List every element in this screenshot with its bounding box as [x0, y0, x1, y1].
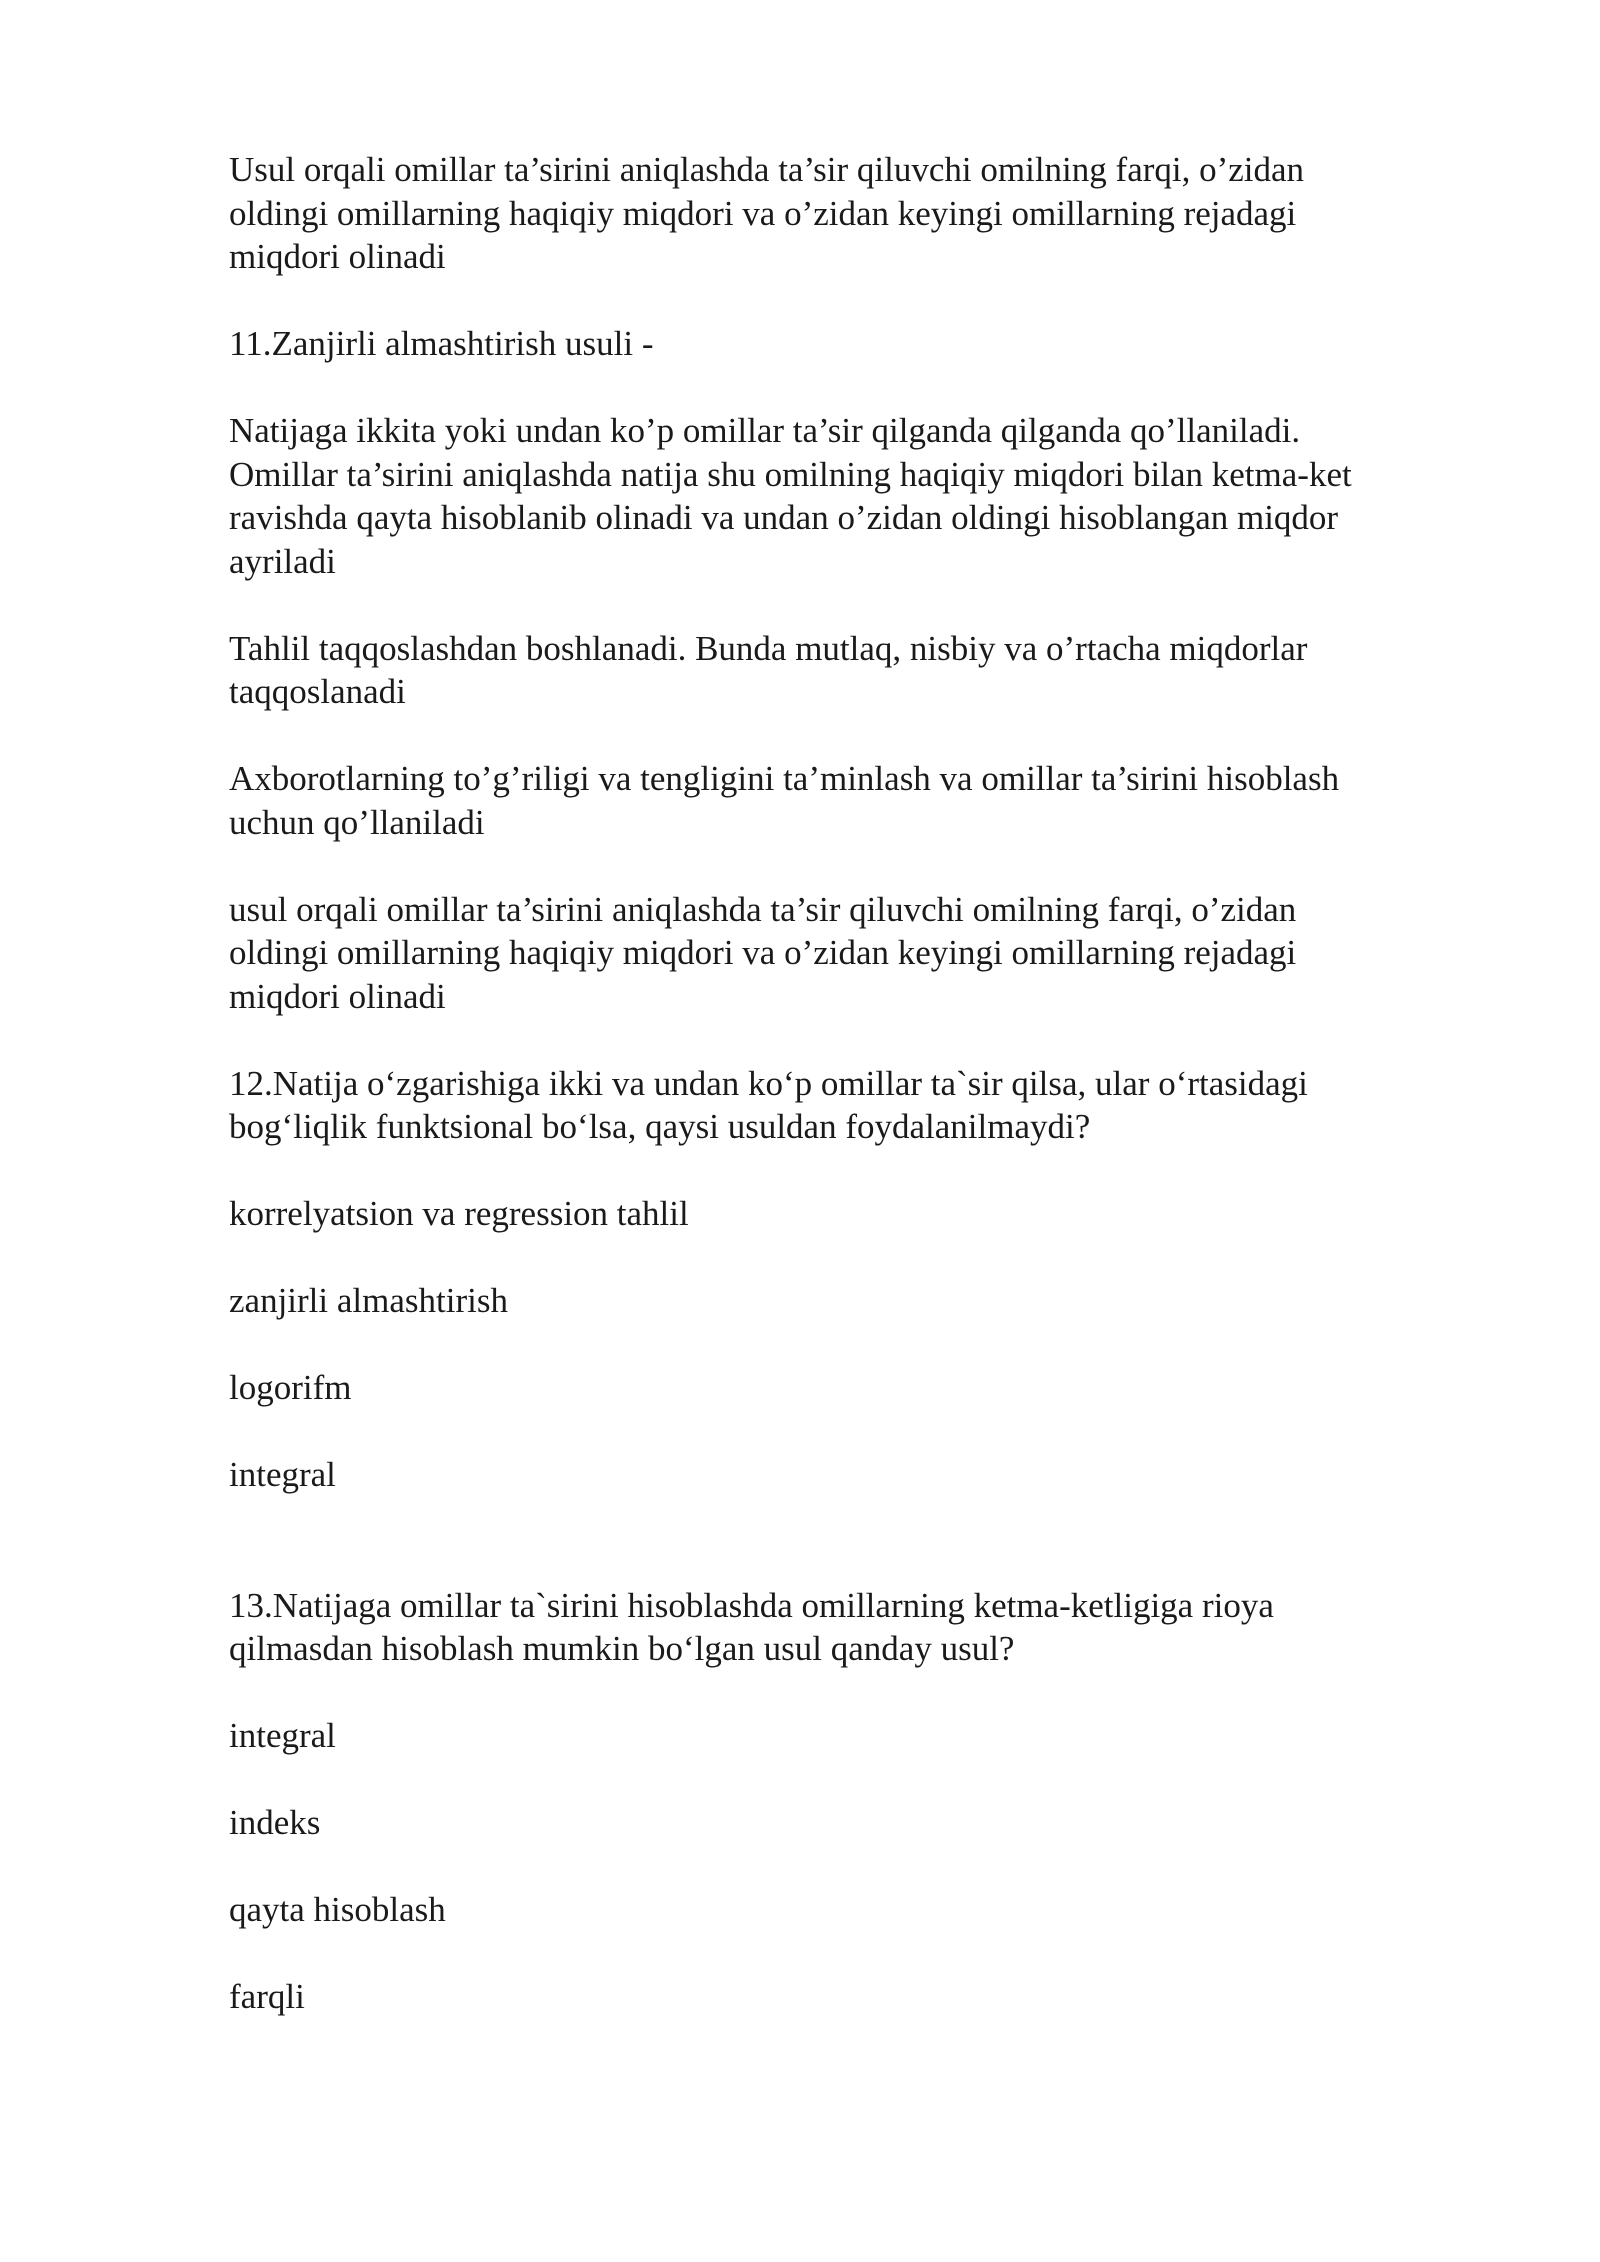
- option-qayta-hisoblash: qayta hisoblash: [229, 1890, 446, 1929]
- paragraph-usul-orqali: Usul orqali omillar ta’sirini aniqlashda ta’sir qiluvchi omilning farqi, o’zidan oldingi omillarning haqiqiy miqdori va o’zidan keyingi omillarning rejadagi miqdori olinadi: [229, 150, 1305, 276]
- option-farqli: farqli: [229, 1977, 305, 2016]
- answer-axborotlarning: Axborotlarning to’g’riligi va tengligini ta’minlash va omillar ta’sirini hisoblash uchun qo’llaniladi: [229, 759, 1340, 842]
- answer-usul-orqali: usul orqali omillar ta’sirini aniqlashda ta’sir qiluvchi omilning farqi, o’zidan oldingi omillarning haqiqiy miqdori va o’zidan keyingi omillarning rejadagi miqdori olinadi: [229, 889, 1297, 1016]
- option-zanjirli: zanjirli almashtirish: [229, 1281, 508, 1320]
- question-12: 12.Natija o‘zgarishiga ikki va undan ko‘p omillar ta`sir qilsa, ular o‘rtasidagi bog‘liqlik funktsional bo‘lsa, qaysi usuldan foydalanilmaydi?: [229, 1063, 1308, 1146]
- question-13: 13.Natijaga omillar ta`sirini hisoblashda omillarning ketma-ketligiga rioya qilmasdan hisoblash mumkin bo‘lgan usul qanday usul?: [229, 1585, 1274, 1668]
- option-korrelyatsion: korrelyatsion va regression tahlil: [229, 1194, 689, 1233]
- document-page: [229, 148, 1469, 2062]
- option-integral-13: integral: [229, 1716, 336, 1755]
- answer-natijaga-ikkita: Natijaga ikkita yoki undan ko’p omillar ta’sir qilganda qilganda qo’llaniladi. Omillar ta’sirini aniqlashda natija shu omilning haqiqiy miqdori bilan ketma-ket ravishda qayta hisoblanib olinadi va undan o’zidan oldingi hisoblangan miqdor ayriladi: [229, 411, 1352, 581]
- option-indeks: indeks: [229, 1803, 321, 1842]
- question-11-heading: 11.Zanjirli almashtirish usuli -: [229, 324, 654, 363]
- answer-tahlil-taqqoslash: Tahlil taqqoslashdan boshlanadi. Bunda mutlaq, nisbiy va o’rtacha miqdorlar taqqoslanadi: [229, 628, 1308, 711]
- option-integral: integral: [229, 1455, 336, 1494]
- option-logorifm: logorifm: [229, 1368, 352, 1407]
